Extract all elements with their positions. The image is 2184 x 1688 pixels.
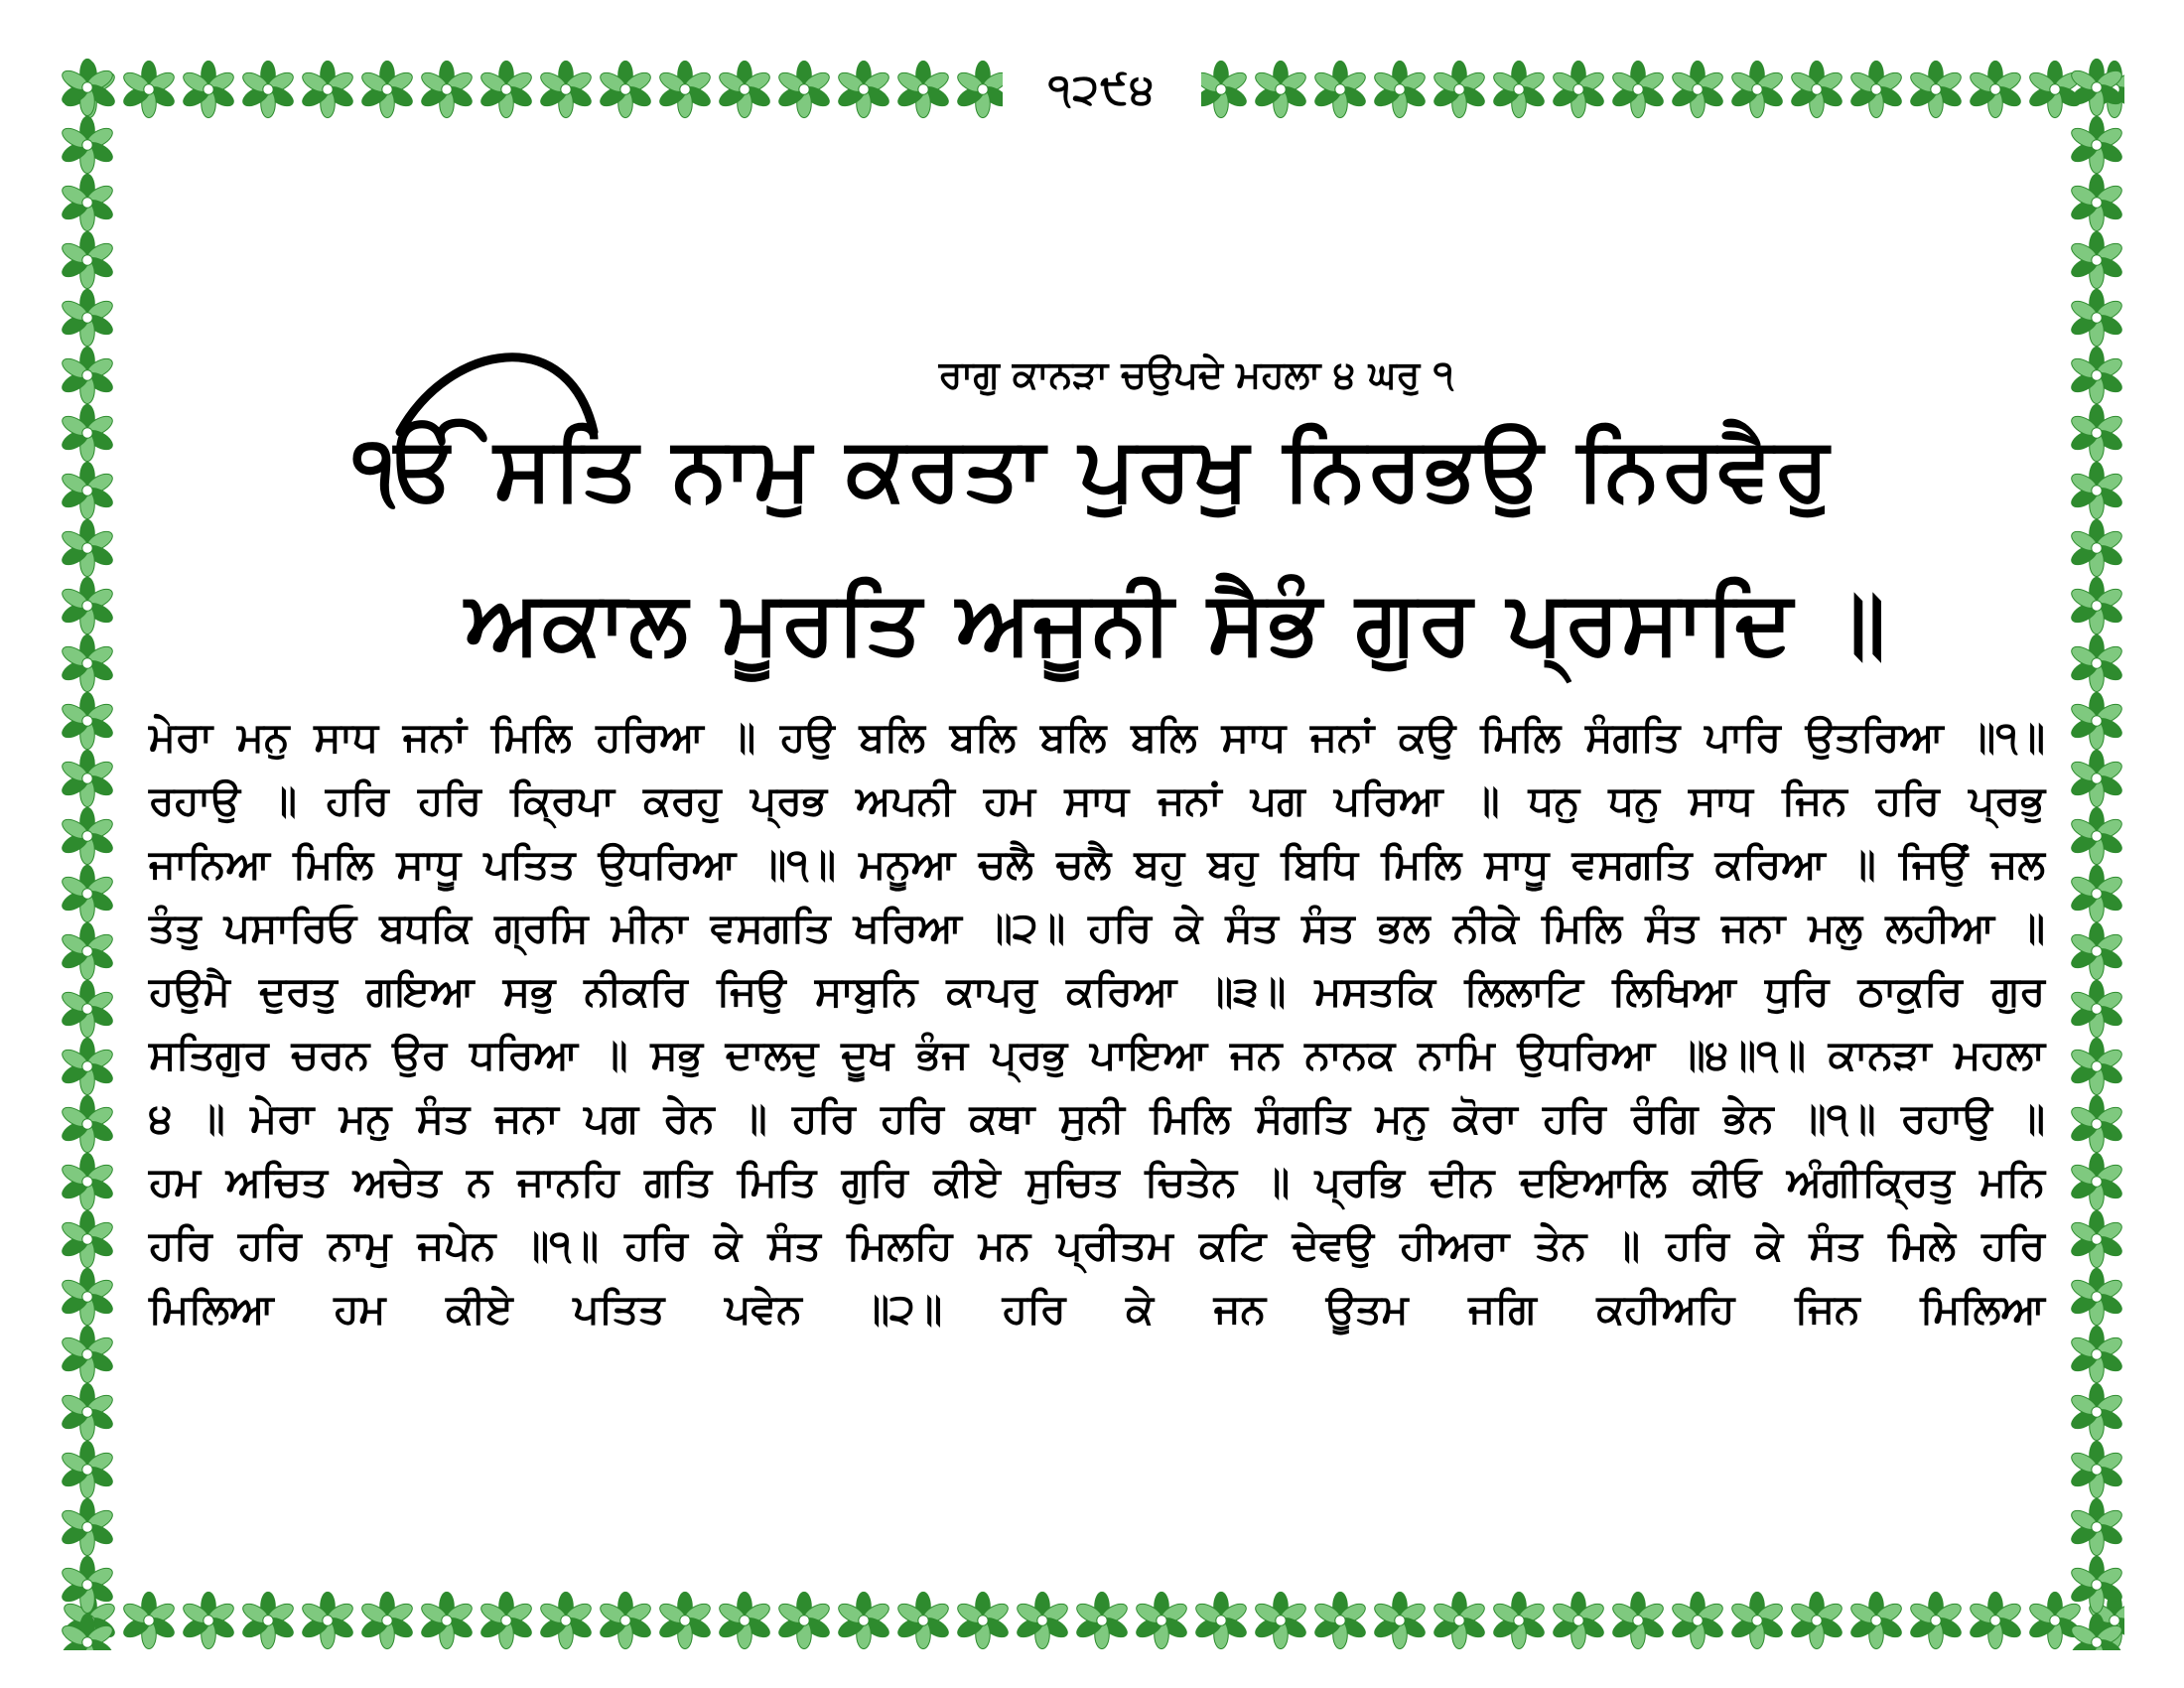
flower-motif-icon [359,1592,416,1648]
gurbani-body-text: ਮੇਰਾ ਮਨੁ ਸਾਧ ਜਨਾਂ ਮਿਲਿ ਹਰਿਆ ॥ ਹਉ ਬਲਿ ਬਲਿ ਬਲਿ ਬਲਿ ਸਾਧ ਜਨਾਂ ਕਉ ਮਿਲਿ ਸੰਗਤਿ ਪਾਰਿ ਉਤਰਿਆ ॥੧॥ ਰਹਾਉ ॥ ਹਰਿ ਹਰਿ ਕ੍ਰਿਪਾ ਕਰਹੁ ਪ੍ਰਭ ਅਪਨੀ ਹਮ ਸਾਧ ਜਨਾਂ ਪਗ ਪਰਿਆ ॥ ਧਨੁ ਧਨੁ ਸਾਧ ਜਿਨ ਹਰਿ ਪ੍ਰਭੁ ਜਾਨਿਆ ਮਿਲਿ ਸਾਧੂ ਪਤਿਤ ਉਧਰਿਆ ॥੧॥ ਮਨੂਆ ਚਲੈ ਚਲੈ ਬਹੁ ਬਹੁ ਬਿਧਿ ਮਿਲਿ ਸਾਧੂ ਵਸਗਤਿ ਕਰਿਆ ॥ ਜਿਉਂ ਜਲ ਤੰਤੁ ਪਸਾਰਿਓ ਬਧਕਿ ਗ੍ਰਸਿ ਮੀਨਾ ਵਸਗਤਿ ਖਰਿਆ ॥੨॥ ਹਰਿ ਕੇ ਸੰਤ ਸੰਤ ਭਲ ਨੀਕੇ ਮਿਲਿ ਸੰਤ ਜਨਾ ਮਲੁ ਲਹੀਆ ॥ ਹਉਮੈ ਦੁਰਤੁ ਗਇਆ ਸਭੁ ਨੀਕਰਿ ਜਿਉ ਸਾਬੁਨਿ ਕਾਪਰੁ ਕਰਿਆ ॥੩॥ ਮਸਤਕਿ ਲਿਲਾਟਿ ਲਿਖਿਆ ਧੁਰਿ ਠਾਕੁਰਿ ਗੁਰ ਸਤਿਗੁਰ ਚਰਨ ਉਰ ਧਰਿਆ ॥ ਸਭੁ ਦਾਲਦੁ ਦੂਖ ਭੰਜ ਪ੍ਰਭੁ ਪਾਇਆ ਜਨ ਨਾਨਕ ਨਾਮਿ ਉਧਰਿਆ ॥੪॥੧॥ ਕਾਨੜਾ ਮਹਲਾ ੪ ॥ ਮੇਰਾ ਮਨੁ ਸੰਤ ਜਨਾ ਪਗ ਰੇਨ ॥ ਹਰਿ ਹਰਿ ਕਥਾ ਸੁਨੀ ਮਿਲਿ ਸੰਗਤਿ ਮਨੁ ਕੋਰਾ ਹਰਿ ਰੰਗਿ ਭੇਨ ॥੧॥ ਰਹਾਉ ॥ ਹਮ ਅਚਿਤ ਅਚੇਤ ਨ ਜਾਨਹਿ ਗਤਿ ਮਿਤਿ ਗੁਰਿ ਕੀਏ ਸੁਚਿਤ ਚਿਤੇਨ ॥ ਪ੍ਰਭਿ ਦੀਨ ਦਇਆਲਿ ਕੀਓ ਅੰਗੀਕ੍ਰਿਤੁ ਮਨਿ ਹਰਿ ਹਰਿ ਨਾਮੁ ਜਪੇਨ ॥੧॥ ਹਰਿ ਕੇ ਸੰਤ ਮਿਲਹਿ ਮਨ ਪ੍ਰੀਤਮ ਕਟਿ ਦੇਵਉ ਹੀਅਰਾ ਤੇਨ ॥ ਹਰਿ ਕੇ ਸੰਤ ਮਿਲੇ ਹਰਿ ਮਿਲਿਆ ਹਮ ਕੀਏ ਪਤਿਤ ਪਵੇਨ ॥੨॥ ਹਰਿ ਕੇ ਜਨ ਊਤਮ ਜਗਿ ਕਹੀਅਹਿ ਜਿਨ ਮਿਲਿਆ [149,713,2045,1333]
raag-heading: ਰਾਗੁ ਕਾਨੜਾ ਚਉਪਦੇ ਮਹਲਾ ੪ ਘਰੁ ੧ [938,352,1454,396]
flower-motif-icon [60,289,116,346]
flower-motif-icon [359,61,416,117]
flower-motif-icon [1968,61,2024,117]
flower-motif-icon [717,61,773,117]
page-number-box [1003,60,1201,119]
flower-motif-icon [60,865,116,921]
flower-motif-icon [657,61,714,117]
flower-motif-icon [60,231,116,288]
flower-motif-icon [478,61,535,117]
flower-motif-icon [60,1268,116,1325]
flower-motif-icon [1670,1592,1726,1648]
floral-border-bottom [60,1591,2124,1650]
flower-motif-icon [1789,61,1845,117]
flower-motif-icon [1372,61,1429,117]
flower-motif-icon [60,750,116,806]
flower-motif-icon [2069,1383,2125,1440]
flower-motif-icon [181,1592,237,1648]
flower-motif-icon [2069,289,2125,346]
flower-motif-icon [1491,61,1548,117]
flower-motif-icon [60,462,116,518]
flower-motif-icon [2069,865,2125,921]
flower-motif-icon [2069,404,2125,461]
flower-motif-icon [2069,1095,2125,1152]
flower-motif-icon [2069,231,2125,288]
flower-motif-icon [1610,61,1667,117]
flower-motif-icon [60,174,116,230]
flower-motif-icon [1729,61,1786,117]
flower-motif-icon [2069,750,2125,806]
flower-motif-icon [1670,61,1726,117]
flower-motif-icon [657,1592,714,1648]
flower-motif-icon [1193,61,1250,117]
flower-motif-icon [1253,1592,1309,1648]
flower-motif-icon [60,1498,116,1555]
flower-motif-icon [1908,61,1965,117]
floral-border-right [2067,58,2126,1650]
flower-motif-icon [60,1095,116,1152]
flower-motif-icon [2069,1556,2125,1613]
flower-motif-icon [1848,61,1905,117]
flower-motif-icon [121,61,178,117]
flower-motif-icon [2069,174,2125,230]
flower-motif-icon [60,577,116,633]
flower-motif-icon [1312,61,1369,117]
flower-motif-icon [240,61,297,117]
flower-motif-icon [2069,519,2125,576]
flower-motif-icon [60,1614,116,1650]
flower-motif-icon [60,807,116,864]
flower-motif-icon [300,1592,356,1648]
flower-motif-icon [598,1592,654,1648]
flower-motif-icon [776,61,833,117]
flower-motif-icon [1372,1592,1429,1648]
flower-motif-icon [60,634,116,691]
flower-motif-icon [2069,922,2125,979]
flower-motif-icon [538,1592,595,1648]
flower-motif-icon [1968,1592,2024,1648]
flower-motif-icon [121,1592,178,1648]
flower-motif-icon [836,61,892,117]
flower-motif-icon [419,1592,476,1648]
floral-border-left [58,58,117,1650]
flower-motif-icon [1134,1592,1190,1648]
flower-motif-icon [419,61,476,117]
flower-motif-icon [2069,347,2125,403]
flower-motif-icon [2069,1210,2125,1267]
flower-motif-icon [1074,1592,1131,1648]
flower-motif-icon [2069,1153,2125,1209]
flower-motif-icon [60,980,116,1037]
flower-motif-icon [60,519,116,576]
flower-motif-icon [60,692,116,749]
mool-mantar-line-2: ਅਕਾਲ ਮੂਰਤਿ ਅਜੂਨੀ ਸੈਭੰ ਗੁਰ ਪ੍ਰਸਾਦਿ ॥ [465,571,1888,673]
flower-motif-icon [181,61,237,117]
flower-motif-icon [776,1592,833,1648]
flower-motif-icon [2069,116,2125,173]
flower-motif-icon [1432,1592,1488,1648]
flower-motif-icon [1848,1592,1905,1648]
flower-motif-icon [1551,1592,1607,1648]
flower-motif-icon [60,1210,116,1267]
flower-motif-icon [2069,634,2125,691]
flower-motif-icon [2069,1614,2125,1650]
flower-motif-icon [60,1441,116,1497]
flower-motif-icon [2069,577,2125,633]
flower-motif-icon [2069,462,2125,518]
flower-motif-icon [1253,61,1309,117]
flower-motif-icon [2069,1038,2125,1094]
flower-motif-icon [2069,1441,2125,1497]
flower-motif-icon [538,61,595,117]
flower-motif-icon [1610,1592,1667,1648]
flower-motif-icon [60,347,116,403]
flower-motif-icon [955,1592,1012,1648]
flower-motif-icon [1432,61,1488,117]
flower-motif-icon [2069,1268,2125,1325]
flower-motif-icon [1015,1592,1071,1648]
flower-motif-icon [60,922,116,979]
flower-motif-icon [60,116,116,173]
flower-motif-icon [598,61,654,117]
page-number: ੧੨੯੪ [1047,65,1157,113]
flower-motif-icon [1312,1592,1369,1648]
flower-motif-icon [2069,1326,2125,1382]
flower-motif-icon [2069,980,2125,1037]
flower-motif-icon [60,59,116,115]
flower-motif-icon [300,61,356,117]
flower-motif-icon [2069,1498,2125,1555]
flower-motif-icon [717,1592,773,1648]
flower-motif-icon [895,61,952,117]
flower-motif-icon [1729,1592,1786,1648]
flower-motif-icon [836,1592,892,1648]
flower-motif-icon [478,1592,535,1648]
flower-motif-icon [240,1592,297,1648]
flower-motif-icon [1908,1592,1965,1648]
flower-motif-icon [1789,1592,1845,1648]
flower-motif-icon [1551,61,1607,117]
flower-motif-icon [895,1592,952,1648]
flower-motif-icon [60,1326,116,1382]
flower-motif-icon [2069,807,2125,864]
flower-motif-icon [60,1556,116,1613]
mool-mantar-line-1: ੴ ਸਤਿ ਨਾਮੁ ਕਰਤਾ ਪੁਰਖੁ ਨਿਰਭਉ ਨਿਰਵੈਰੁ [352,417,1832,519]
flower-motif-icon [2069,692,2125,749]
flower-motif-icon [1193,1592,1250,1648]
flower-motif-icon [1491,1592,1548,1648]
flower-motif-icon [60,1383,116,1440]
flower-motif-icon [60,1038,116,1094]
flower-motif-icon [60,1153,116,1209]
flower-motif-icon [60,404,116,461]
flower-motif-icon [2069,59,2125,115]
